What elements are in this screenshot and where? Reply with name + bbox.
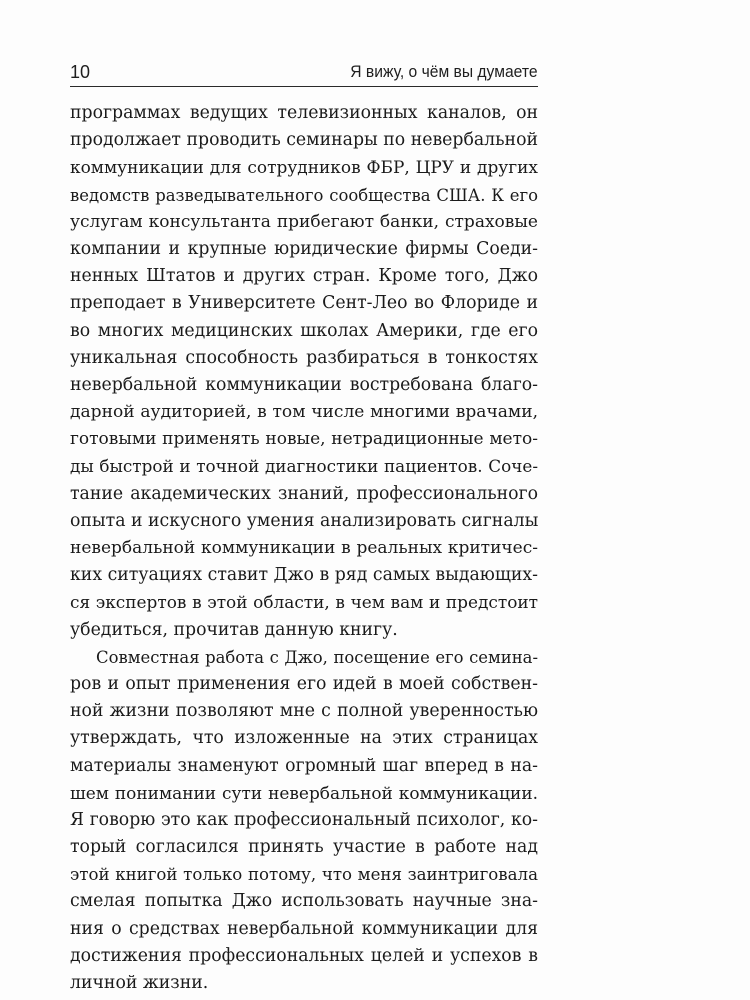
text-line: утверждать, что изложенные на этих страницах [70, 728, 538, 749]
text-line: преподает в Университете Сент-Лео во Флориде и [70, 293, 538, 314]
text-line: ких ситуациях ставит Джо в ряд самых выдающих- [70, 565, 538, 586]
text-line: ненных Штатов и других стран. Кроме того, Джо [70, 266, 538, 287]
page-number: 10 [70, 62, 91, 82]
text-line: ды быстрой и точной диагностики пациентов. Соче- [70, 456, 538, 477]
text-line: программах ведущих телевизионных каналов, он [70, 103, 538, 123]
text-line: Совместная работа с Джо, посещение его семина- [96, 647, 538, 667]
text-line: шем понимании сути невербальной коммуникации. [70, 782, 538, 803]
body-text [70, 100, 538, 997]
running-title: Я вижу, о чём вы думаете [350, 62, 538, 81]
text-line: этой книгой только потому, что меня заинтриговала [70, 865, 538, 885]
text-line: продолжает проводить семинары по невербальной [70, 130, 538, 151]
paragraph [70, 644, 538, 997]
text-line: компании и крупные юридические фирмы Соеди- [70, 238, 538, 259]
text-line: коммуникации для сотрудников ФБР, ЦРУ и других [70, 157, 538, 178]
text-line: торый согласился принять участие в работе над [70, 837, 538, 858]
text-line: невербальной коммуникации в реальных критичес- [70, 538, 538, 558]
paragraph [70, 100, 538, 644]
text-line: достижения профессиональных целей и успехов в [70, 945, 538, 966]
text-line: готовыми применять новые, нетрадиционные мето- [70, 429, 538, 450]
text-line: ров и опыт применения его идей в моей собствен- [70, 673, 538, 694]
text-line: материалы знаменуют огромный шаг вперед в на- [70, 755, 538, 776]
text-line: ния о средствах невербальной коммуникации для [70, 918, 538, 939]
text-line: дарной аудиторией, в том числе многими врачами, [70, 402, 538, 423]
text-line: во многих медицинских школах Америки, где его [70, 320, 538, 341]
text-line: ведомств разведывательного сообщества США. К его [70, 185, 538, 205]
text-line: опыта и искусного умения анализировать сигналы [70, 510, 539, 531]
text-line: невербальной коммуникации востребована благо- [70, 374, 538, 395]
text-line: убедиться, прочитав данную книгу. [70, 619, 398, 640]
running-header [70, 60, 538, 87]
text-line: уникальная способность разбираться в тонкостях [70, 347, 538, 368]
text-line: смелая попытка Джо использовать научные зна- [70, 891, 538, 912]
text-line: ной жизни позволяют мне с полной уверенностью [70, 701, 538, 722]
text-line: тание академических знаний, профессионального [70, 483, 538, 504]
text-line: личной жизни. [70, 973, 209, 993]
text-line: Я говорю это как профессиональный психолог, ко- [70, 809, 538, 830]
text-line: ся экспертов в этой области, в чем вам и предстоит [70, 592, 538, 613]
text-line: услугам консультанта прибегают банки, страховые [70, 211, 538, 232]
